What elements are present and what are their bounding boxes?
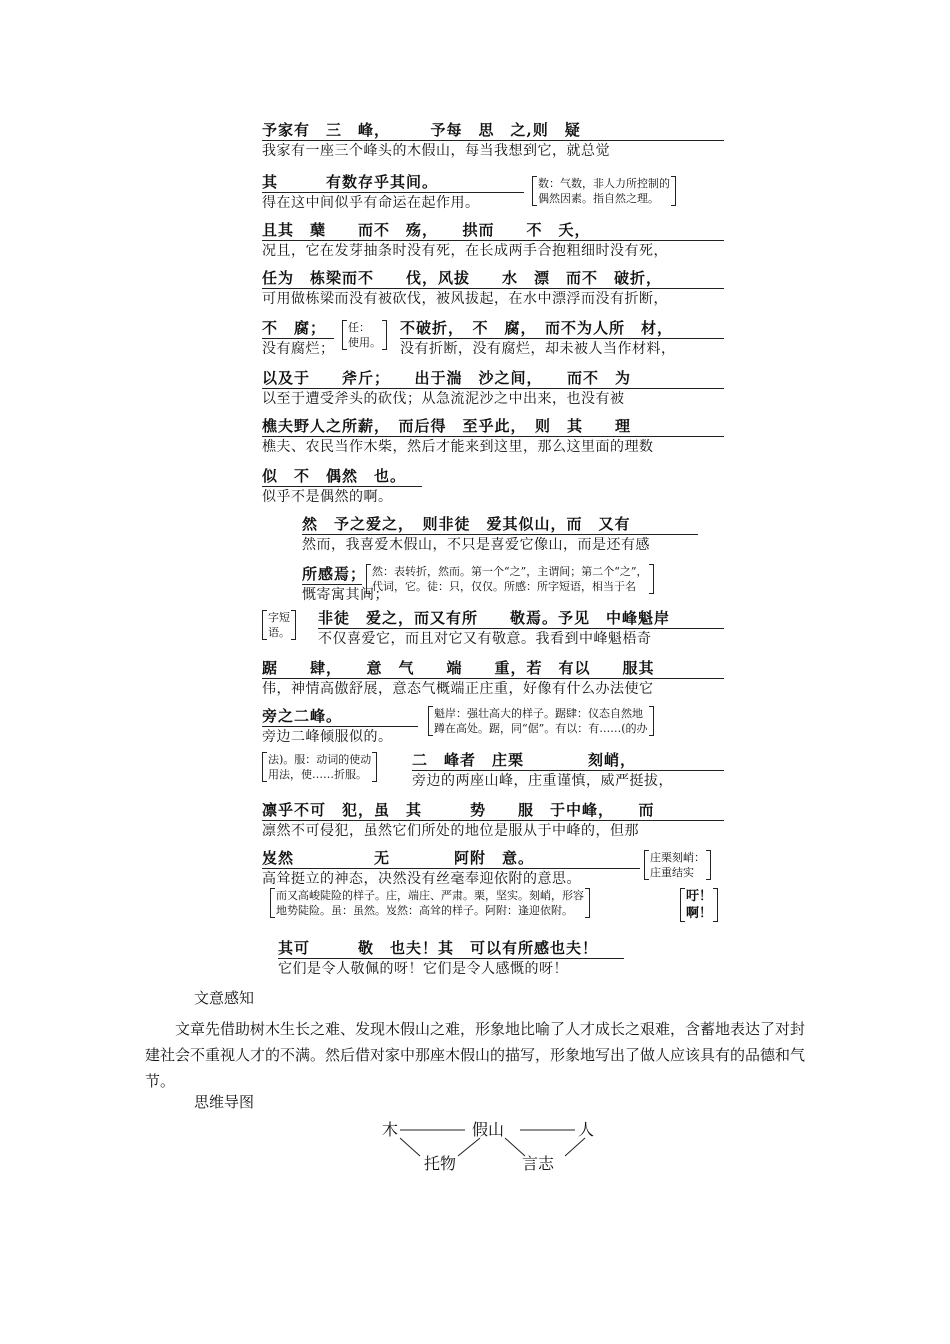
- mind-map-node-tuowu: 托物: [424, 1154, 457, 1173]
- annotation-zhuangli-cont: 而又高峻陡险的样子。庄，端庄、严肃。栗，坚实。刻峭，形容 地势陡险。虽：虽然。岌然：高耸的样子。阿附：逢迎依附。: [270, 888, 590, 918]
- annotation-zhuangli: 庄栗刻峭： 庄重结实: [644, 850, 711, 880]
- translation-text: 樵夫、农民当作木柴，然后才能来到这里，那么这里面的理数: [262, 439, 654, 455]
- translation-text: 似乎不是偶然的啊。: [262, 489, 393, 505]
- mind-map-node-wood: 木: [382, 1120, 399, 1139]
- original-text: 似 不 偶然 也。: [262, 466, 422, 487]
- original-text: 其可 敬 也夫！其 可以有所感也夫！: [278, 938, 624, 959]
- passage-line-6: [400, 318, 724, 359]
- passage-line-2: [262, 172, 524, 213]
- translation-text: 伟，神情高傲舒展，意态气概端正庄重，好像有什么办法使它: [262, 681, 654, 697]
- original-text: 任为 栋梁而不 伐，风拔 水 漂 而不 破折，: [262, 268, 724, 289]
- translation-text: 高耸挺立的神态，决然没有丝毫奉迎依附的意思。: [262, 871, 581, 887]
- passage-line-7: [262, 368, 724, 409]
- annotation-kuian-cont: 法)。服：动词的使动 用法，使……折服。: [262, 752, 377, 782]
- passage-line-12: [318, 608, 724, 649]
- translation-text: 它们是令人敬佩的呀！它们是令人感慨的呀！: [278, 961, 568, 977]
- original-text: 二 峰者 庄栗 刻峭，: [412, 750, 724, 771]
- translation-text: 旁边二峰倾服似的。: [262, 729, 393, 745]
- original-text: 其 有数存乎其间。: [262, 172, 524, 193]
- translation-text: 不仅喜爱它，而且对它又有敬意。我看到中峰魁梧奇: [318, 631, 652, 647]
- original-text: 不破折， 不 腐， 而不为人所 材，: [400, 318, 724, 339]
- heading-wenyi: 文意感知: [194, 989, 255, 1007]
- passage-line-8: [262, 416, 724, 457]
- heading-siwei: 思维导图: [194, 1093, 255, 1111]
- translation-text: 况且，它在发芽抽条时没有死，在长成两手合抱粗细时没有死，: [262, 243, 668, 259]
- mind-map: [380, 1118, 610, 1178]
- original-text: 凛乎不可 犯，虽 其 势 服 于中峰， 而: [262, 800, 724, 821]
- translation-text: 可用做栋梁而没有被砍伐，被风拔起，在水中漂浮而没有折断，: [262, 291, 668, 307]
- annotation-shu: 数：气数，非人力所控制的 偶然因素。指自然之理。: [532, 176, 676, 206]
- translation-text: 以至于遭受斧头的砍伐；从急流泥沙之中出来，也没有被: [262, 391, 625, 407]
- original-text: 然 予之爱之， 则非徒 爱其似山，而 又有: [302, 514, 698, 535]
- mind-map-node-yanzhi: 言志: [522, 1154, 555, 1173]
- original-text: 所感焉；: [302, 565, 367, 583]
- passage-line-5: [262, 318, 334, 359]
- original-text: 不 腐；: [262, 318, 334, 339]
- annotation-xu: 吁！ 啊！: [680, 888, 718, 922]
- passage-line-14: [262, 706, 418, 747]
- annotation-kuian: 魁岸：强壮高大的样子。踞肆：仪态自然地 蹲在高处。踞，同“倨”。有以：有……(的办: [428, 706, 654, 736]
- passage-line-15: [412, 750, 724, 791]
- original-text: 樵夫野人之所薪， 而后得 至乎此， 则 其 理: [262, 416, 724, 437]
- original-text: 非徒 爱之，而又有所 敬焉。予见 中峰魁岸: [318, 608, 724, 629]
- translation-text: 得在这中间似乎有命运在起作用。: [262, 195, 480, 211]
- passage-line-1: [262, 120, 724, 161]
- original-text: 踞 肆， 意 气 端 重，若 有以 服其: [262, 658, 724, 679]
- original-text: 岌然 无 阿附 意。: [262, 848, 640, 869]
- annotation-ran: 然：表转折，然而。第一个“之”，主谓间；第二个“之”， 代词，它。徒：只，仅仅。所感：所字短语，相当于名: [366, 564, 654, 594]
- passage-line-18: [278, 938, 624, 979]
- summary-paragraph: 文章先借助树木生长之难、发现木假山之难，形象地比喻了人才成长之艰难，含蓄地表达了对封建社会不重视人才的不满。然后借对家中那座木假山的描写，形象地写出了做人应该具有的品德和气节。: [145, 1020, 806, 1090]
- translation-text: 凛然不可侵犯，虽然它们所处的地位是服从于中峰的，但那: [262, 823, 639, 839]
- annotation-ren: 任： 使用。: [342, 320, 387, 350]
- mind-map-node-person: 人: [578, 1120, 595, 1139]
- original-text: 以及于 斧斤； 出于湍 沙之间， 而不 为: [262, 368, 724, 389]
- passage-line-13: [262, 658, 724, 699]
- passage-line-9: [262, 466, 422, 507]
- translation-text: 慨寄寓其间；: [302, 587, 389, 603]
- mind-map-node-rockery: 假山: [472, 1120, 505, 1139]
- passage-line-11: [302, 564, 389, 605]
- translation-text: 我家有一座三个峰头的木假山，每当我想到它，就总觉: [262, 143, 610, 159]
- passage-line-16: [262, 800, 724, 841]
- translation-text: 旁边的两座山峰，庄重谨慎，威严挺拔，: [412, 773, 673, 789]
- translation-text: 然而，我喜爱木假山，不只是喜爱它像山，而是还有感: [302, 537, 650, 553]
- passage-line-4: [262, 268, 724, 309]
- original-text: 且其 蘖 而不 殇， 拱而 不 夭，: [262, 220, 724, 241]
- passage-line-3: [262, 220, 724, 261]
- translation-text: 没有折断，没有腐烂，却未被人当作材料，: [400, 341, 676, 357]
- translation-text: 没有腐烂；: [262, 341, 335, 357]
- original-text: 旁之二峰。: [262, 706, 418, 727]
- passage-line-10: [302, 514, 698, 555]
- annotation-ran-cont: 字短 语。: [262, 610, 296, 640]
- original-text: 予家有 三 峰， 予每 思 之,则 疑: [262, 120, 724, 141]
- passage-line-17: [262, 848, 640, 889]
